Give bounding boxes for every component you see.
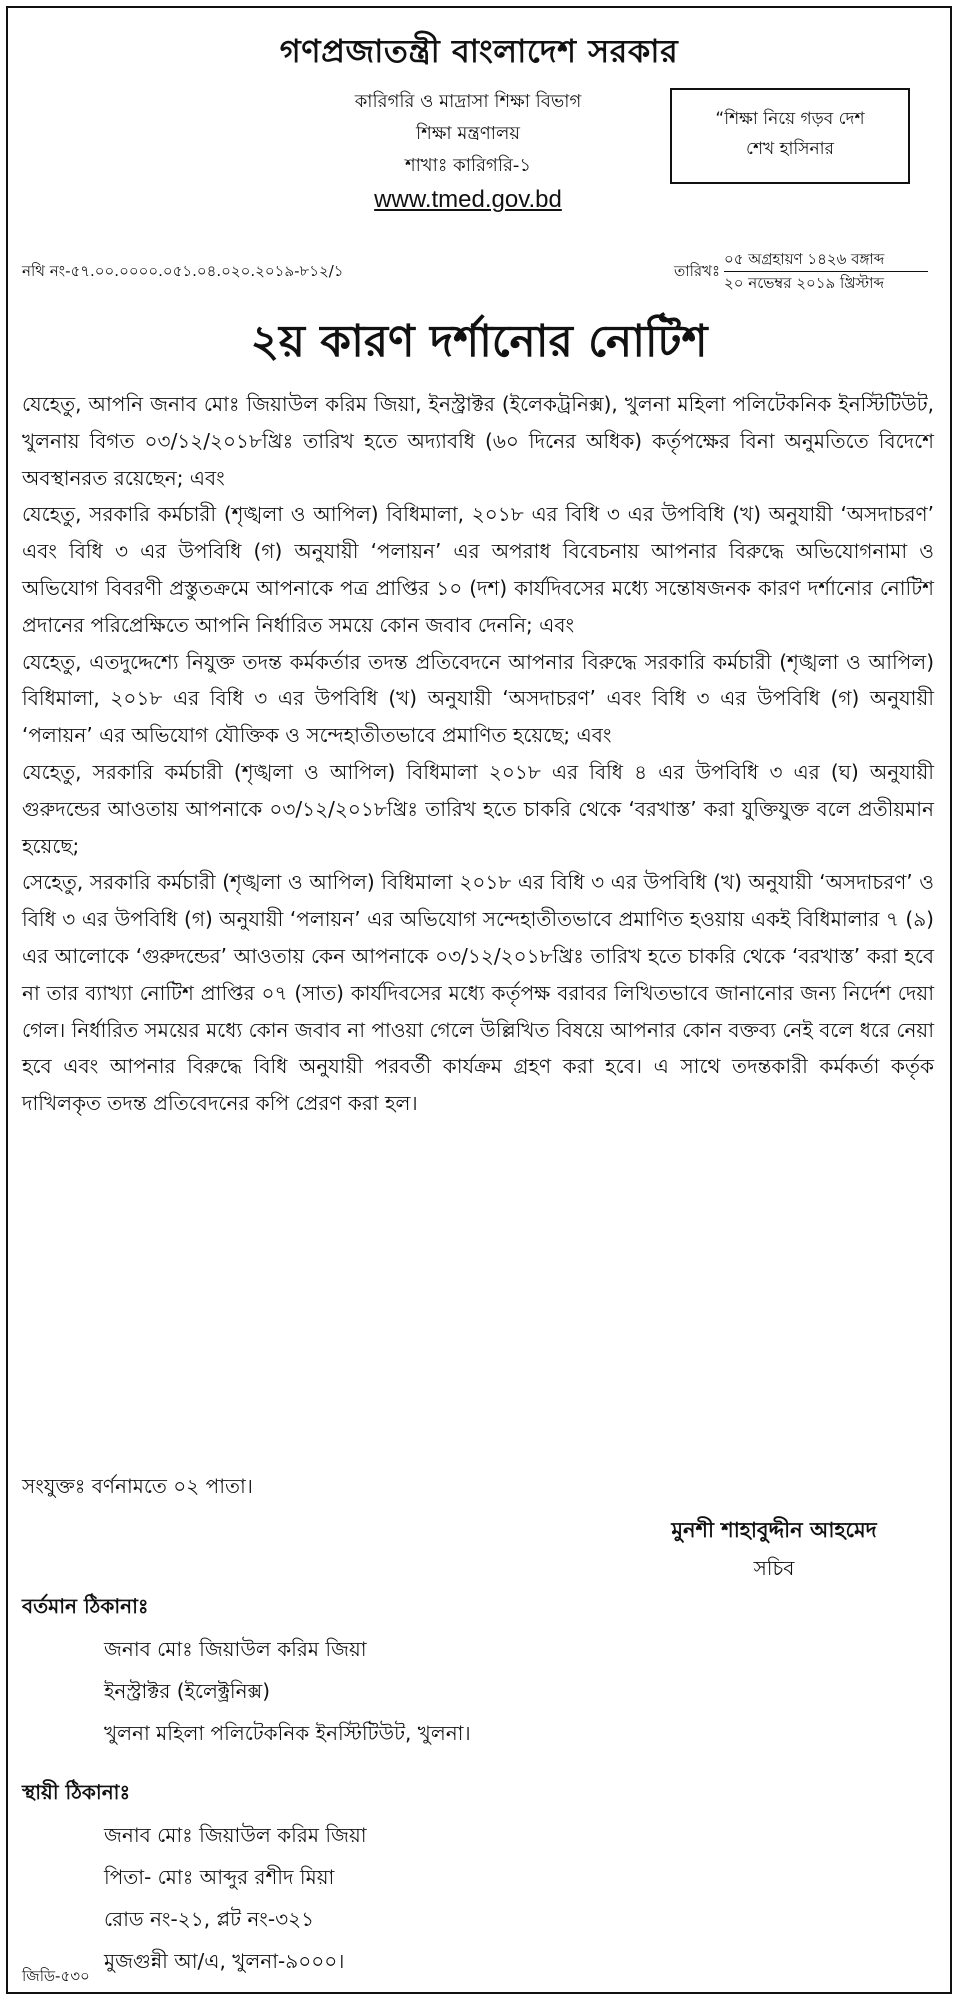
present-address <box>104 1628 471 1754</box>
address-line: মুজগুন্নী আ/এ, খুলনা-৯০০০। <box>104 1949 345 1973</box>
body-paragraph: যেহেতু, আপনি জনাব মোঃ জিয়াউল করিম জিয়া, ইনস্ট্রাক্টর (ইলেকট্রনিক্স), খুলনা মহিলা পলিটেকনিক ইনস্টিটিউট, খুলনায় বিগত ০৩/১২/২০১৮খ্রিঃ তারিখ হতে অদ্যাবধি (৬০ দিনের অধিক) কর্তৃপক্ষের বিনা অনুমতিতে বিদেশে অবস্থানরত রয়েছেন; এবং <box>22 392 934 490</box>
date-english: ২০ নভেম্বর ২০১৯ খ্রিস্টাব্দ <box>724 274 884 292</box>
date-block <box>724 248 928 294</box>
signatory-designation: সচিব <box>753 1556 795 1580</box>
slogan-line-1: “শিক্ষা নিয়ে গড়ব দেশ <box>715 109 865 129</box>
branch-name: শাখাঃ কারিগরি-১ <box>404 155 532 176</box>
slogan-line-2: শেখ হাসিনার <box>746 139 834 159</box>
permanent-address-heading: স্থায়ী ঠিকানাঃ <box>22 1780 131 1804</box>
notice-title: ২য় কারণ দর্শানোর নোটিশ <box>250 316 708 367</box>
date-label: তারিখঃ <box>674 262 720 280</box>
office-header <box>278 86 658 218</box>
website-link[interactable]: www.tmed.gov.bd <box>374 186 562 213</box>
present-address-heading: বর্তমান ঠিকানাঃ <box>22 1594 149 1618</box>
government-title: গণপ্রজাতন্ত্রী বাংলাদেশ সরকার <box>279 32 679 70</box>
body-paragraph: যেহেতু, সরকারি কর্মচারী (শৃঙ্খলা ও আপিল) বিধিমালা, ২০১৮ এর বিধি ৩ এর উপবিধি (খ) অনুযায়ী ‘অসদাচরণ’ এবং বিধি ৩ এর উপবিধি (গ) অনুযায়ী ‘পলায়ন’ এর অপরাধ বিবেচনায় আপনার বিরুদ্ধে অভিযোগনামা ও অভিযোগ বিবরণী প্রস্তুতক্রমে আপনাকে পত্র প্রাপ্তির ১০ (দশ) কার্যদিবসের মধ্যে সন্তোষজনক কারণ দর্শানোর নোটিশ প্রদানের পরিপ্রেক্ষিতে আপনি নির্ধারিত সময়ে কোন জবাব দেননি; এবং <box>22 502 934 637</box>
notice-page <box>6 6 952 1994</box>
date-bangla: ০৫ অগ্রহায়ণ ১৪২৬ বঙ্গাব্দ <box>724 248 928 272</box>
ministry-name: শিক্ষা মন্ত্রণালয় <box>416 123 520 144</box>
body-paragraph: যেহেতু, সরকারি কর্মচারী (শৃঙ্খলা ও আপিল) বিধিমালা ২০১৮ এর বিধি ৪ এর উপবিধি ৩ এর (ঘ) অনুযায়ী গুরুদন্ডের আওতায় আপনাকে ০৩/১২/২০১৮খ্রিঃ তারিখ হতে চাকরি থেকে ‘বরখাস্ত’ করা যুক্তিযুক্ত বলে প্রতীয়মান হয়েছে; <box>22 759 934 858</box>
address-line: জনাব মোঃ জিয়াউল করিম জিয়া <box>104 1637 367 1661</box>
address-line: খুলনা মহিলা পলিটেকনিক ইনস্টিটিউট, খুলনা। <box>104 1721 471 1745</box>
permanent-address <box>104 1814 367 1982</box>
footer-code: জিডি-৫৩০ <box>22 1967 90 1985</box>
memo-row <box>22 248 928 294</box>
body-paragraph: সেহেতু, সরকারি কর্মচারী (শৃঙ্খলা ও আপিল) বিধিমালা ২০১৮ এর বিধি ৩ এর উপবিধি (খ) অনুযায়ী ‘অসদাচরণ’ ও বিধি ৩ এর উপবিধি (গ) অনুযায়ী ‘পলায়ন’ এর অভিযোগ সন্দেহাতীতভাবে প্রমাণিত হওয়ায় একই বিধিমালার ৭ (৯) এর আলোকে ‘গুরুদন্ডের’ আওতায় কেন আপনাকে ০৩/১২/২০১৮খ্রিঃ তারিখ হতে চাকরি থেকে ‘বরখাস্ত’ করা হবে না তার ব্যাখ্যা নোটিশ প্রাপ্তির ০৭ (সাত) কার্যদিবসের মধ্যে কর্তৃপক্ষ বরাবর লিখিতভাবে জানানোর জন্য নির্দেশ দেয়া গেল। নির্ধারিত সময়ের মধ্যে কোন জবাব না পাওয়া গেলে উল্লিখিত বিষয়ে আপনার কোন বক্তব্য নেই বলে ধরে নেয়া হবে এবং আপনার বিরুদ্ধে বিধি অনুযায়ী পরবর্তী কার্যক্রম গ্রহণ করা হবে। এ সাথে তদন্তকারী কর্মকর্তা কর্তৃক দাখিলকৃত তদন্ত প্রতিবেদনের কপি প্রেরণ করা হল। <box>22 870 934 1116</box>
slogan-box <box>670 88 910 184</box>
address-line: ইনস্ট্রাক্টর (ইলেক্ট্রনিক্স) <box>104 1679 271 1703</box>
division-name: কারিগরি ও মাদ্রাসা শিক্ষা বিভাগ <box>354 91 582 112</box>
signature-block <box>624 1512 924 1588</box>
notice-body <box>22 386 934 1122</box>
address-line: রোড নং-২১, প্লট নং-৩২১ <box>104 1907 315 1931</box>
address-line: জনাব মোঃ জিয়াউল করিম জিয়া <box>104 1823 367 1847</box>
body-paragraph: যেহেতু, এতদুদ্দেশ্যে নিযুক্ত তদন্ত কর্মকর্তার তদন্ত প্রতিবেদনে আপনার বিরুদ্ধে সরকারি কর্মচারী (শৃঙ্খলা ও আপিল) বিধিমালা, ২০১৮ এর বিধি ৩ এর উপবিধি (খ) অনুযায়ী ‘অসদাচরণ’ এবং বিধি ৩ এর উপবিধি (গ) অনুযায়ী ‘পলায়ন’ এর অভিযোগ যৌক্তিক ও সন্দেহাতীতভাবে প্রমাণিত হয়েছে; এবং <box>22 649 934 748</box>
attachment-note: সংযুক্তঃ বর্ণনামতে ০২ পাতা। <box>22 1474 253 1498</box>
memo-number: নথি নং-৫৭.০০.০০০০.০৫১.০৪.০২০.২০১৯-৮১২/১ <box>22 262 344 280</box>
address-line: পিতা- মোঃ আব্দুর রশীদ মিয়া <box>104 1865 335 1889</box>
signatory-name: মুনশী শাহাবুদ্দীন আহমেদ <box>671 1518 877 1542</box>
